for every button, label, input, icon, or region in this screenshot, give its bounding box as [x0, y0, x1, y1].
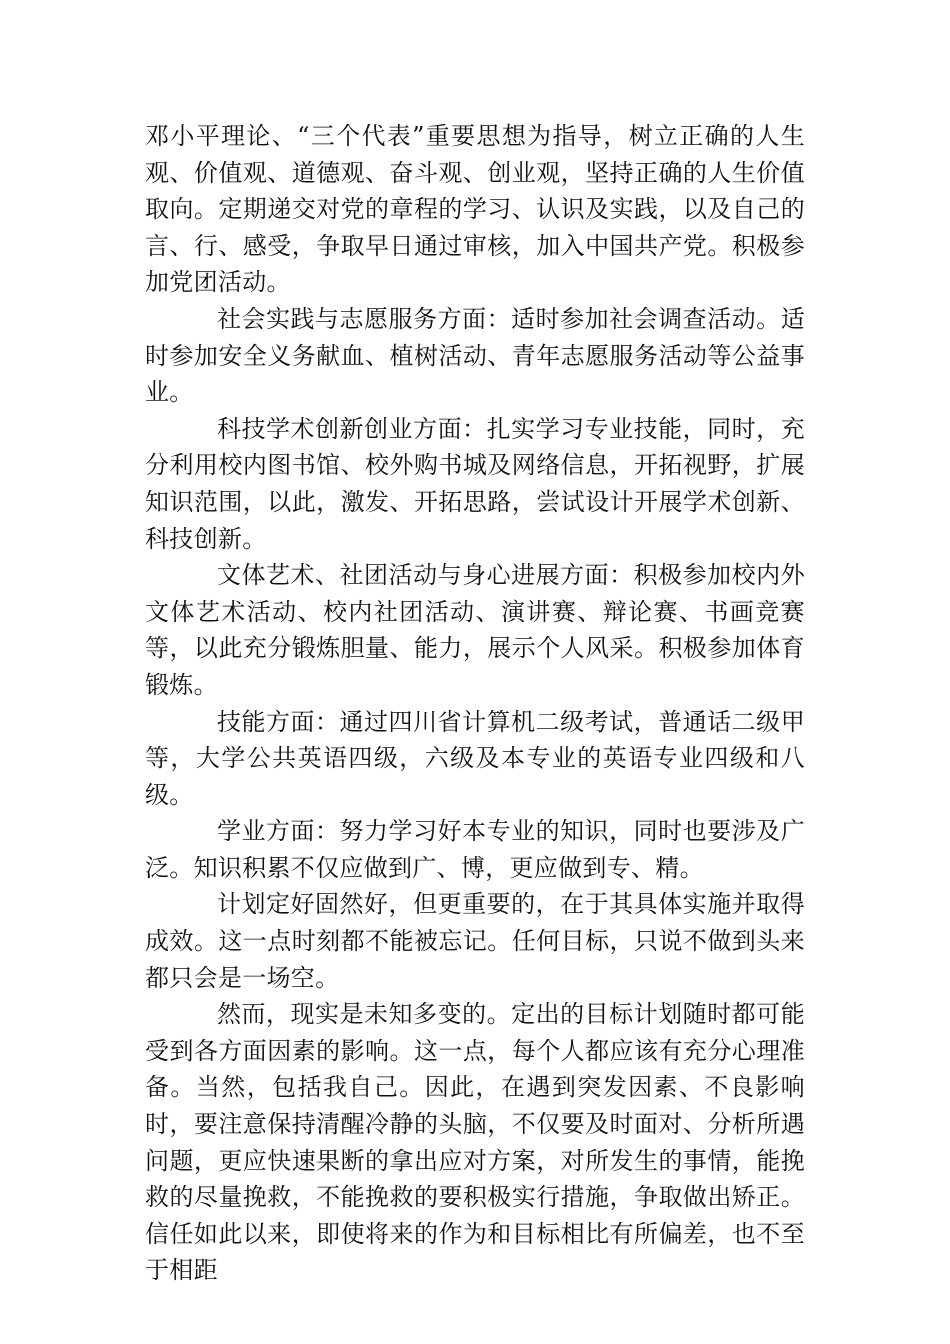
paragraph-implementation: 计划定好固然好，但更重要的，在于其具体实施并取得成效。这一点时刻都不能被忘记。任何目标，只说不做到头来都只会是一场空。	[145, 890, 805, 992]
document-body	[145, 118, 805, 1289]
paragraph-skills: 技能方面：通过四川省计算机二级考试，普通话二级甲等，大学公共英语四级，六级及本专业的英语专业四级和八级。	[145, 707, 805, 809]
paragraph-tech-innovation: 科技学术创新创业方面：扎实学习专业技能，同时，充分利用校内图书馆、校外购书城及网络信息，开拓视野，扩展知识范围，以此，激发、开拓思路，尝试设计开展学术创新、科技创新。	[145, 414, 805, 553]
paragraph-arts-activities: 文体艺术、社团活动与身心进展方面：积极参加校内外文体艺术活动、校内社团活动、演讲赛、辩论赛、书画竞赛等，以此充分锻炼胆量、能力，展示个人风采。积极参加体育锻炼。	[145, 561, 805, 699]
paragraph-academics: 学业方面：努力学习好本专业的知识，同时也要涉及广泛。知识积累不仅应做到广、博，更应做到专、精。	[145, 817, 805, 882]
paragraph-contingency: 然而，现实是未知多变的。定出的目标计划随时都可能受到各方面因素的影响。这一点，每个人都应该有充分心理准备。当然，包括我自己。因此，在遇到突发因素、不良影响时，要注意保持清醒冷静的头脑，不仅要及时面对、分析所遇问题，更应快速果断的拿出应对方案，对所发生的事情，能挽救的尽量挽救，不能挽救的要积极实行措施，争取做出矫正。信任如此以来，即使将来的作为和目标相比有所偏差，也不至于相距	[145, 1000, 805, 1285]
paragraph-social-practice: 社会实践与志愿服务方面：适时参加社会调查活动。适时参加安全义务献血、植树活动、青年志愿服务活动等公益事业。	[145, 304, 805, 407]
paragraph-party-guidance: 邓小平理论、“三个代表”重要思想为指导，树立正确的人生观、价值观、道德观、奋斗观、创业观，坚持正确的人生价值取向。定期递交对党的章程的学习、认识及实践，以及自己的言、行、感受，争取早日通过审核，加入中国共产党。积极参加党团活动。	[145, 122, 805, 297]
